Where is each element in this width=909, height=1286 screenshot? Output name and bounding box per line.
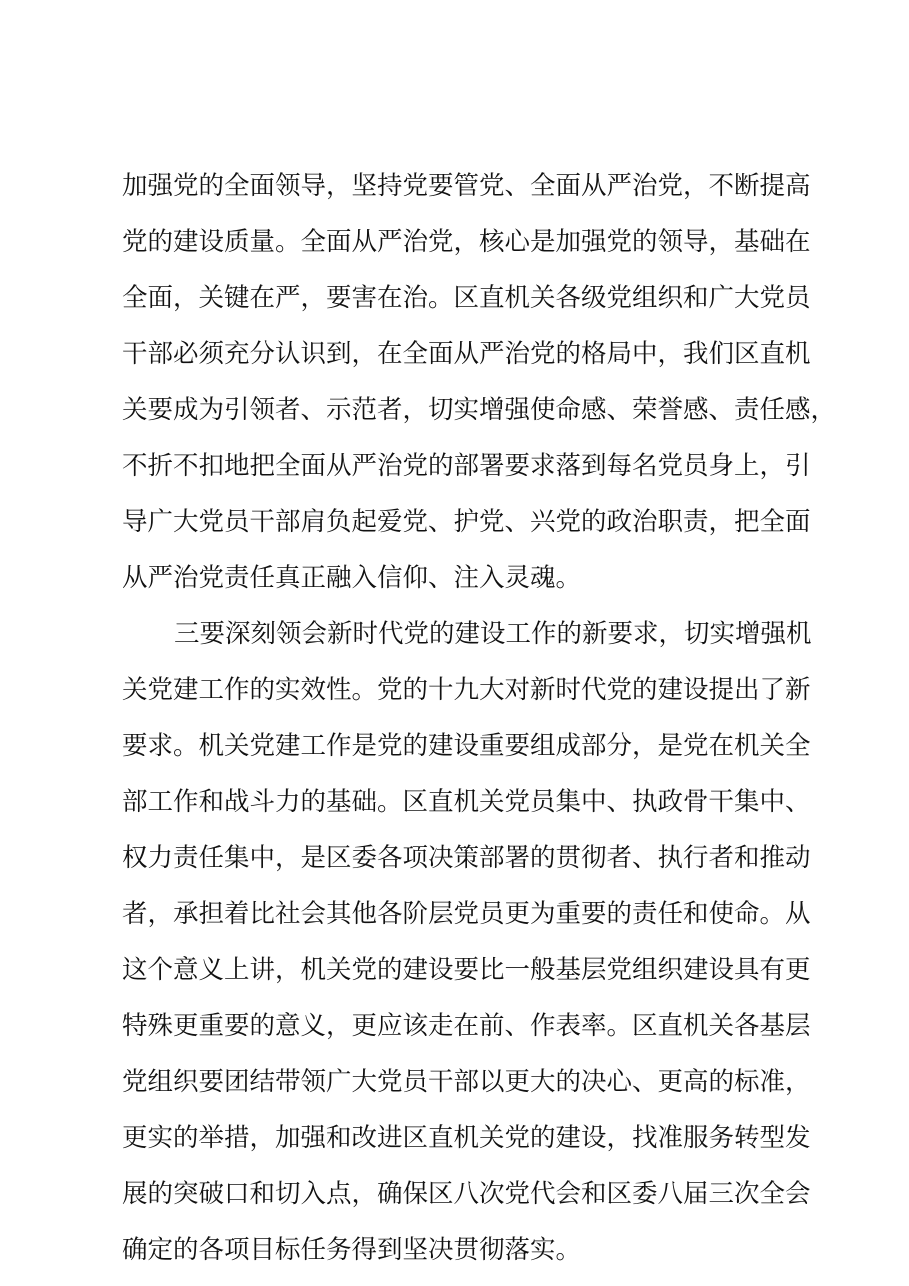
paragraph-line: 这个意义上讲，机关党的建设要比一般基层党组织建设具有更 (122, 955, 811, 985)
paragraph-line: 特殊更重要的意义，更应该走在前、作表率。区直机关各基层 (122, 1011, 811, 1041)
paragraph-1 (122, 158, 837, 606)
paragraph-line: 加强党的全面领导，坚持党要管党、全面从严治党，不断提高 (122, 171, 811, 201)
paragraph-line: 全面，关键在严，要害在治。区直机关各级党组织和广大党员 (122, 283, 811, 313)
paragraph-line: 导广大党员干部肩负起爱党、护党、兴党的政治职责，把全面 (122, 507, 811, 537)
paragraph-line: 部工作和战斗力的基础。区直机关党员集中、执政骨干集中、 (122, 787, 811, 817)
paragraph-line: 三要深刻领会新时代党的建设工作的新要求，切实增强机 (174, 619, 812, 649)
paragraph-line: 不折不扣地把全面从严治党的部署要求落到每名党员身上，引 (122, 451, 811, 481)
paragraph-line: 从严治党责任真正融入信仰、注入灵魂。 (122, 563, 582, 593)
document-body (122, 158, 837, 1278)
paragraph-2 (122, 606, 812, 1278)
paragraph-line: 确定的各项目标任务得到坚决贯彻落实。 (122, 1235, 582, 1265)
paragraph-line: 干部必须充分认识到，在全面从严治党的格局中，我们区直机 (122, 339, 811, 369)
paragraph-line: 权力责任集中，是区委各项决策部署的贯彻者、执行者和推动 (122, 843, 811, 873)
paragraph-line: 者，承担着比社会其他各阶层党员更为重要的责任和使命。从 (122, 899, 811, 929)
paragraph-line: 展的突破口和切入点，确保区八次党代会和区委八届三次全会 (122, 1179, 811, 1209)
paragraph-line: 更实的举措，加强和改进区直机关党的建设，找准服务转型发 (122, 1123, 811, 1153)
paragraph-line: 关要成为引领者、示范者，切实增强使命感、荣誉感、责任感， (122, 395, 837, 425)
paragraph-line: 关党建工作的实效性。党的十九大对新时代党的建设提出了新 (122, 675, 811, 705)
paragraph-line: 党组织要团结带领广大党员干部以更大的决心、更高的标准， (122, 1067, 811, 1097)
paragraph-line: 党的建设质量。全面从严治党，核心是加强党的领导，基础在 (122, 227, 811, 257)
paragraph-line: 要求。机关党建工作是党的建设重要组成部分，是党在机关全 (122, 731, 811, 761)
